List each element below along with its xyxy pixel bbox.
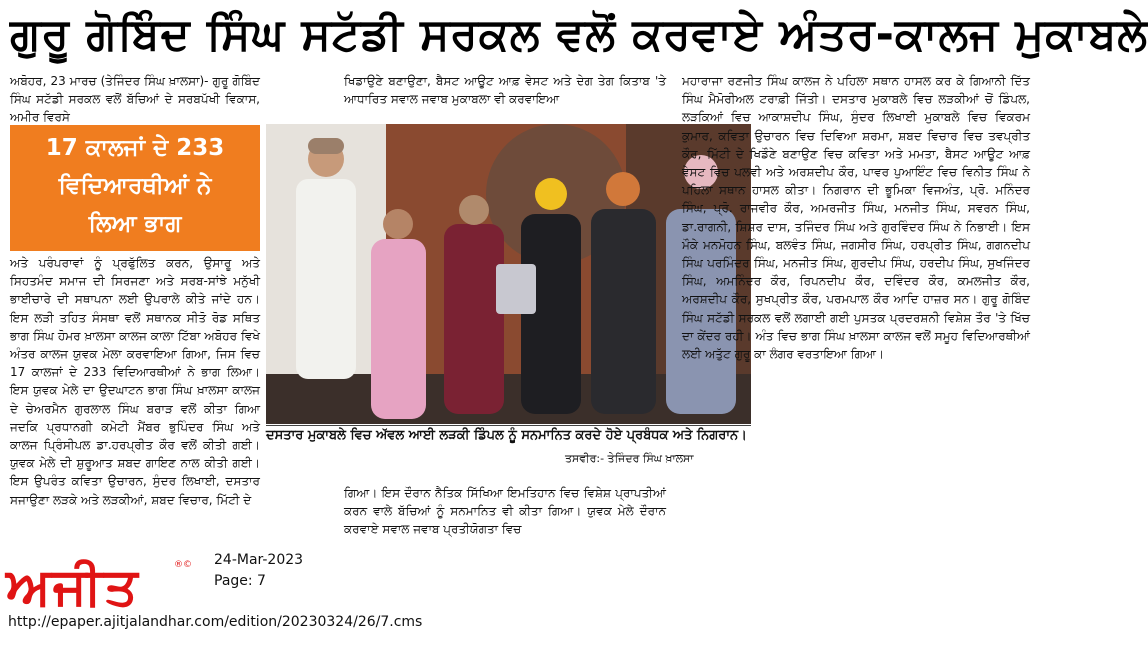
headline: ਗੁਰੂ ਗੋਬਿੰਦ ਸਿੰਘ ਸਟੱਡੀ ਸਰਕਲ ਵਲੋਂ ਕਰਵਾਏ ਅੰਤਰ-ਕਾਲਜ ਮੁਕਾਬਲੇ bbox=[10, 9, 1148, 60]
article-col1-intro: ਅਬੋਹਰ, 23 ਮਾਰਚ (ਤੇਜਿੰਦਰ ਸਿੰਘ ਖ਼ਾਲਸਾ)- ਗੁਰੂ ਗੋਬਿੰਦ ਸਿੰਘ ਸਟੱਡੀ ਸਰਕਲ ਵਲੋਂ ਬੱਚਿਆਂ ਦੇ ਸਰਬਪੱਖੀ ਵਿਕਾਸ, ਅਮੀਰ ਵਿਰਸੇ bbox=[10, 74, 260, 125]
logo-registered-mark: ®© bbox=[174, 560, 192, 570]
ajit-logo: ਅਜੀਤ bbox=[6, 557, 140, 617]
article-col3-body: ਮਹਾਰਾਜਾ ਰਣਜੀਤ ਸਿੰਘ ਕਾਲਜ ਨੇ ਪਹਿਲਾ ਸਥਾਨ ਹਾਸਲ ਕਰ ਕੇ ਗਿਆਨੀ ਦਿੱਤ ਸਿੰਘ ਮੈਮੋਰੀਅਲ ਟਰਾਫ਼ੀ ਜਿੱਤੀ। ਦਸਤਾਰ ਮੁਕਾਬਲੇ ਵਿਚ ਲੜਕੀਆਂ ਚੋਂ ਡਿੰਪਲ, ਲੜਕਿਆਂ ਵਿਚ ਆਕਾਸ਼ਦੀਪ ਸਿੰਘ, ਸੁੰਦਰ ਲਿਖਾਈ ਮੁਕਾਬਲੇ ਵਿਚ ਵਿਕਰਮ ਕੁਮਾਰ, ਕਵਿਤਾ ਉਚਾਰਨ ਵਿਚ ਦਿਵਿਆ ਸ਼ਰਮਾ, ਸ਼ਬਦ ਵਿਚਾਰ ਵਿਚ ਤਵਪ੍ਰੀਤ ਕੌਰ, ਮਿੱਟੀ ਦੇ ਖਿਡੌਣੇ ਬਣਾਉਣ ਵਿਚ ਕਵਿਤਾ ਅਤੇ ਮਮਤਾ, ਬੈਸਟ ਆਊਟ ਆਫ਼ ਵੇਸਟ ਵਿਚ ਪਲਵੀ ਅਤੇ ਅਰਸ਼ਦੀਪ ਕੌਰ, ਪਾਵਰ ਪੁਆਇੰਟ ਵਿਚ ਵਿਨੀਤ ਸਿੰਘ ਨੇ ਪਹਿਲਾ ਸਥਾਨ ਹਾਸਲ ਕੀਤਾ। ਨਿਗਰਾਨ ਦੀ ਭੂਮਿਕਾ ਵਿਜਅੰਤ, ਪ੍ਰੋ. ਮਨਿੰਦਰ ਸਿੰਘ, ਪ੍ਰੋ. ਰਾਜਵੀਰ ਕੌਰ, ਅਮਰਜੀਤ ਸਿੰਘ, ਮਨਜੀਤ ਸਿੰਘ, ਸਵਰਨ ਸਿੰਘ, ਡਾ.ਰਾਗਨੀ, ਸ਼ਿਸ਼ਰ ਦਾਸ, ਤਜਿੰਦਰ ਸਿੰਘ ਅਤੇ ਗੁਰਵਿੰਦਰ ਸਿੰਘ ਨੇ ਨਿਭਾਈ। ਇਸ ਮੌਕੇ ਮਨਮੋਹਨ ਸਿੰਘ, ਬਲਵੰਤ ਸਿੰਘ, ਜਗਸੀਰ ਸਿੰਘ, ਹਰਪ੍ਰੀਤ ਸਿੰਘ, ਗਗਨਦੀਪ ਸਿੰਘ ਪਰਮਿੰਦਰ ਸਿੰਘ, ਮਨਜੀਤ ਸਿੰਘ, ਗੁਰਦੀਪ ਸਿੰਘ, ਹਰਦੀਪ ਸਿੰਘ, ਸੁਖਜਿੰਦਰ ਸਿੰਘ, ਅਮਨਿੰਦਰ ਕੌਰ, ਰਿਪਨਦੀਪ ਕੌਰ, ਦਵਿੰਦਰ ਕੌਰ, ਕਮਲਜੀਤ ਕੌਰ, ਅਰਸ਼ਦੀਪ ਕੌਰ, ਸੁਖਪ੍ਰੀਤ ਕੌਰ, ਪਰਮਪਾਲ ਕੌਰ ਆਦਿ ਹਾਜ਼ਰ ਸਨ। ਗੁਰੂ ਗੋਬਿੰਦ ਸਿੰਘ ਸਟੱਡੀ ਸਰਕਲ ਵਲੋਂ ਲਗਾਈ ਗਈ ਪੁਸਤਕ ਪ੍ਰਦਰਸ਼ਨੀ ਵਿਸ਼ੇਸ਼ ਤੌਰ 'ਤੇ ਖਿੱਚ ਦਾ ਕੇਂਦਰ ਰਹੀ। ਅੰਤ ਵਿਚ ਭਾਗ ਸਿੰਘ ਖ਼ਾਲਸਾ ਕਾਲਜ ਵਲੋਂ ਸਮੂਹ ਵਿਦਿਆਰਥੀਆਂ ਲਈ ਅਤੁੱਟ ਗੁਰੂ ਕਾ ਲੰਗਰ ਵਰਤਾਇਆ ਗਿਆ। bbox=[682, 74, 1030, 362]
photo-caption: ਦਸਤਾਰ ਮੁਕਾਬਲੇ ਵਿਚ ਅੱਵਲ ਆਈ ਲੜਕੀ ਡਿੰਪਲ ਨੂੰ ਸਨਮਾਨਿਤ ਕਰਦੇ ਹੋਏ ਪ੍ਰਬੰਧਕ ਅਤੇ ਨਿਗਰਾਨ। bbox=[266, 428, 747, 443]
highlight-line-2: ਵਿਦਿਆਰਥੀਆਂ ਨੇ bbox=[58, 173, 212, 199]
source-url[interactable]: http://epaper.ajitjalandhar.com/edition/20230324/26/7.cms bbox=[8, 614, 423, 630]
highlight-line-1: 17 ਕਾਲਜਾਂ ਦੇ 233 bbox=[45, 135, 225, 161]
news-photo bbox=[266, 124, 751, 424]
edition-date: 24-Mar-2023 bbox=[214, 552, 304, 568]
article-col2-bottom: ਗਿਆ। ਇਸ ਦੌਰਾਨ ਨੈਤਿਕ ਸਿੱਖਿਆ ਇਮਤਿਹਾਨ ਵਿਚ ਵਿਸ਼ੇਸ਼ ਪ੍ਰਾਪਤੀਆਂ ਕਰਨ ਵਾਲੇ ਬੱਚਿਆਂ ਨੂੰ ਸਨਮਾਨਿਤ ਵੀ ਕੀਤਾ ਗਿਆ। ਯੁਵਕ ਮੇਲੇ ਦੌਰਾਨ ਕਰਵਾਏ ਸਵਾਲ ਜਵਾਬ ਪ੍ਰਤੀਯੋਗਤਾ ਵਿਚ bbox=[344, 486, 666, 537]
page-number: Page: 7 bbox=[214, 573, 266, 589]
photo-illustration bbox=[266, 124, 751, 424]
photo-credit: ਤਸਵੀਰ:- ਤੇਜਿੰਦਰ ਸਿੰਘ ਖ਼ਾਲਸਾ bbox=[565, 452, 694, 465]
highlight-box bbox=[10, 125, 260, 251]
highlight-line-3: ਲਿਆ ਭਾਗ bbox=[88, 211, 182, 237]
article-col1-body: ਅਤੇ ਪਰੰਪਰਾਵਾਂ ਨੂੰ ਪ੍ਰਫੁੱਲਿਤ ਕਰਨ, ਉਸਾਰੂ ਅਤੇ ਸਿਹਤਮੰਦ ਸਮਾਜ ਦੀ ਸਿਰਜਣਾ ਅਤੇ ਸਰਬ-ਸਾਂਝੇ ਮਨੁੱਖੀ ਭਾਈਚਾਰੇ ਦੀ ਸਥਾਪਨਾ ਲਈ ਉਪਰਾਲੇ ਕੀਤੇ ਜਾਂਦੇ ਹਨ। ਇਸ ਲੜੀ ਤਹਿਤ ਸੰਸਥਾ ਵਲੋਂ ਸਥਾਨਕ ਸੀਤੋ ਰੋਡ ਸਥਿਤ ਭਾਗ ਸਿੰਘ ਹੋਮਰ ਖ਼ਾਲਸਾ ਕਾਲਜ ਕਾਲਾ ਟਿੱਬਾ ਅਬੋਹਰ ਵਿਖੇ ਅੰਤਰ ਕਾਲਜ ਯੁਵਕ ਮੇਲਾ ਕਰਵਾਇਆ ਗਿਆ, ਜਿਸ ਵਿਚ 17 ਕਾਲਜਾਂ ਦੇ 233 ਵਿਦਿਆਰਥੀਆਂ ਨੇ ਭਾਗ ਲਿਆ। ਇਸ ਯੁਵਕ ਮੇਲੇ ਦਾ ਉਦਘਾਟਨ ਭਾਗ ਸਿੰਘ ਖ਼ਾਲਸਾ ਕਾਲਜ ਦੇ ਚੇਅਰਮੈਨ ਗੁਰਲਾਲ ਸਿੰਘ ਬਰਾੜ ਵਲੋਂ ਕੀਤਾ ਗਿਆ ਜਦਕਿ ਪ੍ਰਧਾਨਗੀ ਕਮੇਟੀ ਮੈਂਬਰ ਭੁਪਿੰਦਰ ਸਿੰਘ ਅਤੇ ਕਾਲਜ ਪ੍ਰਿੰਸੀਪਲ ਡਾ.ਹਰਪ੍ਰੀਤ ਕੌਰ ਵਲੋਂ ਕੀਤੀ ਗਈ। ਯੁਵਕ ਮੇਲੇ ਦੀ ਸ਼ੁਰੂਆਤ ਸ਼ਬਦ ਗਾਇਣ ਨਾਲ ਕੀਤੀ ਗਈ। ਇਸ ਉਪਰੰਤ ਕਵਿਤਾ ਉਚਾਰਨ, ਸੁੰਦਰ ਲਿਖਾਈ, ਦਸਤਾਰ ਸਜਾਉਣਾ ਲੜਕੇ ਅਤੇ ਲੜਕੀਆਂ, ਸ਼ਬਦ ਵਿਚਾਰ, ਮਿੱਟੀ ਦੇ bbox=[10, 256, 260, 507]
article-col2-top: ਖਿਡਾਉਣੇ ਬਣਾਉਣਾ, ਬੈਸਟ ਆਊਟ ਆਫ਼ ਵੇਸਟ ਅਤੇ ਦੇਗ ਤੇਗ ਕਿਤਾਬ 'ਤੇ ਆਧਾਰਿਤ ਸਵਾਲ ਜਵਾਬ ਮੁਕਾਬਲਾ ਵੀ ਕਰਵਾਇਆ bbox=[344, 74, 666, 107]
